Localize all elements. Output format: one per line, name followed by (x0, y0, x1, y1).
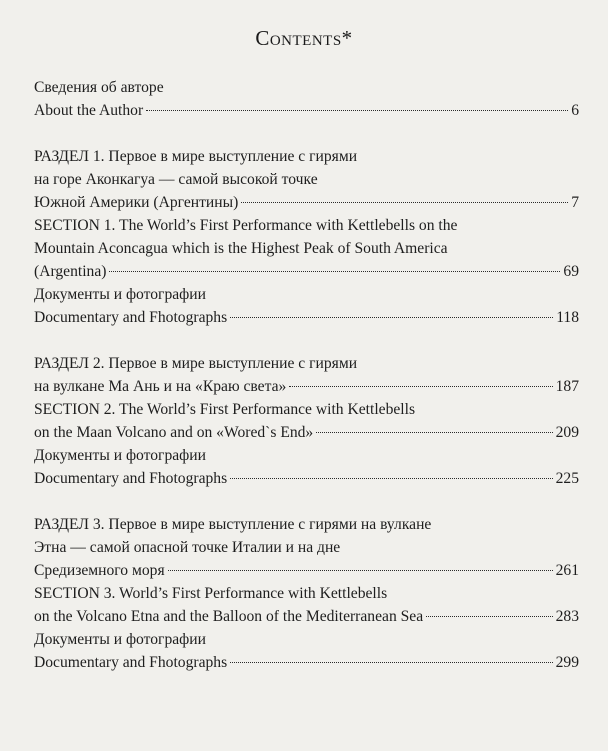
toc-entry-text: Средиземного моря (34, 562, 165, 579)
page-number: 225 (555, 470, 579, 487)
leader-dots (168, 570, 553, 571)
leader-dots (289, 386, 552, 387)
toc-entry-docs-ru (34, 628, 579, 651)
leader-dots (426, 616, 552, 617)
toc-entry-docs-en (34, 467, 579, 490)
toc-entry-section1-ru (34, 145, 579, 214)
leader-dots (230, 317, 553, 318)
toc-entry-text: РАЗДЕЛ 2. Первое в мире выступление с гирями (34, 355, 358, 372)
leader-dots (230, 478, 552, 479)
page-number: 187 (555, 378, 579, 395)
toc-entry-text: РАЗДЕЛ 1. Первое в мире выступление с гирями (34, 148, 358, 165)
toc-entry-text: на горе Аконкагуа — самой высокой точке (34, 171, 318, 188)
toc-entry-text: Mountain Aconcagua which is the Highest Peak of South America (34, 240, 448, 257)
toc-entry-docs-en (34, 651, 579, 674)
page-title (0, 26, 608, 51)
leader-dots (109, 271, 560, 272)
toc-entry-author-en (34, 99, 579, 122)
page-number: 69 (563, 263, 579, 280)
toc-entry-author-ru (34, 76, 579, 99)
page-number: 283 (555, 608, 579, 625)
leader-dots (230, 662, 552, 663)
toc-entry-section2-en (34, 398, 579, 444)
toc-entry-text: on the Maan Volcano and on «Wored`s End» (34, 424, 314, 441)
toc-entry-text: на вулкане Ма Ань и на «Краю света» (34, 378, 287, 395)
toc-entry-section2-ru (34, 352, 579, 398)
toc-entry-text: Южной Америки (Аргентины) (34, 194, 239, 211)
leader-dots (241, 202, 568, 203)
leader-dots (146, 110, 568, 111)
toc-entry-docs-ru (34, 283, 579, 306)
page-number: 299 (555, 654, 579, 671)
toc-entry-text: Documentary and Fhotographs (34, 470, 228, 487)
page-title-text: Contents* (255, 26, 353, 50)
toc-entry-section3-ru (34, 513, 579, 582)
toc-entry-text: Documentary and Fhotographs (34, 309, 228, 326)
toc-entry-text: Документы и фотографии (34, 447, 206, 464)
page-number: 7 (571, 194, 579, 211)
toc-entry-text: SECTION 1. The World’s First Performance with Kettlebells on the (34, 217, 458, 234)
toc-entry-section1-en (34, 214, 579, 283)
toc-entry-text: Документы и фотографии (34, 631, 206, 648)
toc-entry-text: (Argentina) (34, 263, 107, 280)
toc-entry-text: About the Author (34, 102, 144, 119)
page-number: 209 (555, 424, 579, 441)
toc-entry-docs-en (34, 306, 579, 329)
toc-entry-text: SECTION 3. World’s First Performance with Kettlebells (34, 585, 388, 602)
page-number: 6 (571, 102, 579, 119)
table-of-contents (34, 76, 579, 674)
toc-entry-text: Документы и фотографии (34, 286, 206, 303)
toc-entry-text: Этна — самой опасной точке Италии и на дне (34, 539, 341, 556)
page-number: 261 (555, 562, 579, 579)
toc-entry-text: Сведения об авторе (34, 79, 164, 96)
leader-dots (316, 432, 552, 433)
toc-entry-text: SECTION 2. The World’s First Performance with Kettlebells (34, 401, 416, 418)
toc-entry-text: Documentary and Fhotographs (34, 654, 228, 671)
toc-entry-section3-en (34, 582, 579, 628)
page-number: 118 (556, 309, 579, 326)
toc-entry-text: РАЗДЕЛ 3. Первое в мире выступление с гирями на вулкане (34, 516, 432, 533)
toc-entry-docs-ru (34, 444, 579, 467)
toc-entry-text: on the Volcano Etna and the Balloon of the Mediterranean Sea (34, 608, 424, 625)
